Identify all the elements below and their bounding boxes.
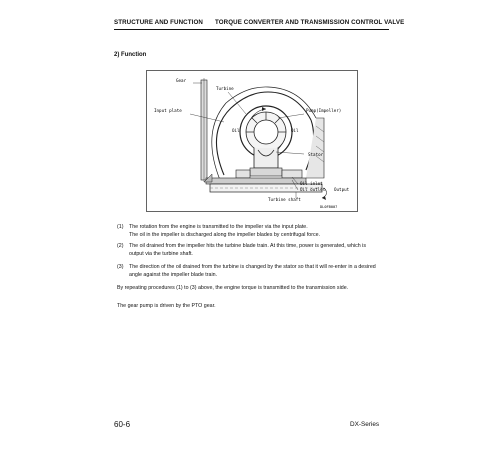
header-right-title: TORQUE CONVERTER AND TRANSMISSION CONTROL VALVE [215, 19, 405, 26]
page-number: 60-6 [114, 420, 131, 429]
series-name: DX-Series [350, 421, 380, 428]
header-rule [114, 29, 389, 30]
label-oil-left: Oil [232, 128, 240, 133]
label-oil-right: Oil [291, 128, 299, 133]
label-turbine: Turbine [216, 86, 234, 91]
header-left-title: STRUCTURE AND FUNCTION [114, 19, 203, 26]
torque-converter-diagram [146, 70, 358, 212]
paragraph-3: (3) The direction of the oil drained from the turbine is changed by the stator so that it will re-enter in a desired angle against the impeller blade train. [117, 264, 376, 278]
stator-hub [254, 148, 278, 168]
section-title: 2) Function [114, 52, 147, 58]
label-turbine-shaft: Turbine shaft [268, 197, 301, 202]
label-oil-outlet: Oil outlet [300, 187, 326, 192]
label-input-plate: Input plate [154, 108, 182, 113]
label-pump-impeller: Pump(Impeller) [306, 108, 342, 113]
paragraph-1: (1) The rotation from the engine is transmitted to the impeller via the input plate. The oil in the impeller is discharged along the impeller blades by centrifugal force. [117, 224, 321, 238]
label-stator: Stator [308, 152, 324, 157]
base-housing [206, 178, 306, 184]
label-oil-inlet: Oil inlet [300, 181, 323, 186]
label-gear: Gear [176, 78, 187, 83]
figure-code: DL0FB007 [320, 205, 338, 209]
gear-pump-note: The gear pump is driven by the PTO gear. [117, 303, 216, 309]
torus-core [254, 120, 278, 144]
paragraph-2: (2) The oil drained from the impeller hits the turbine blade train. At this time, power is generated, which is output via the turbine shaft. [117, 243, 367, 257]
label-output: Output [334, 187, 350, 192]
summary-text: By repeating procedures (1) to (3) above, the engine torque is transmitted to the transmission side. [117, 285, 349, 291]
